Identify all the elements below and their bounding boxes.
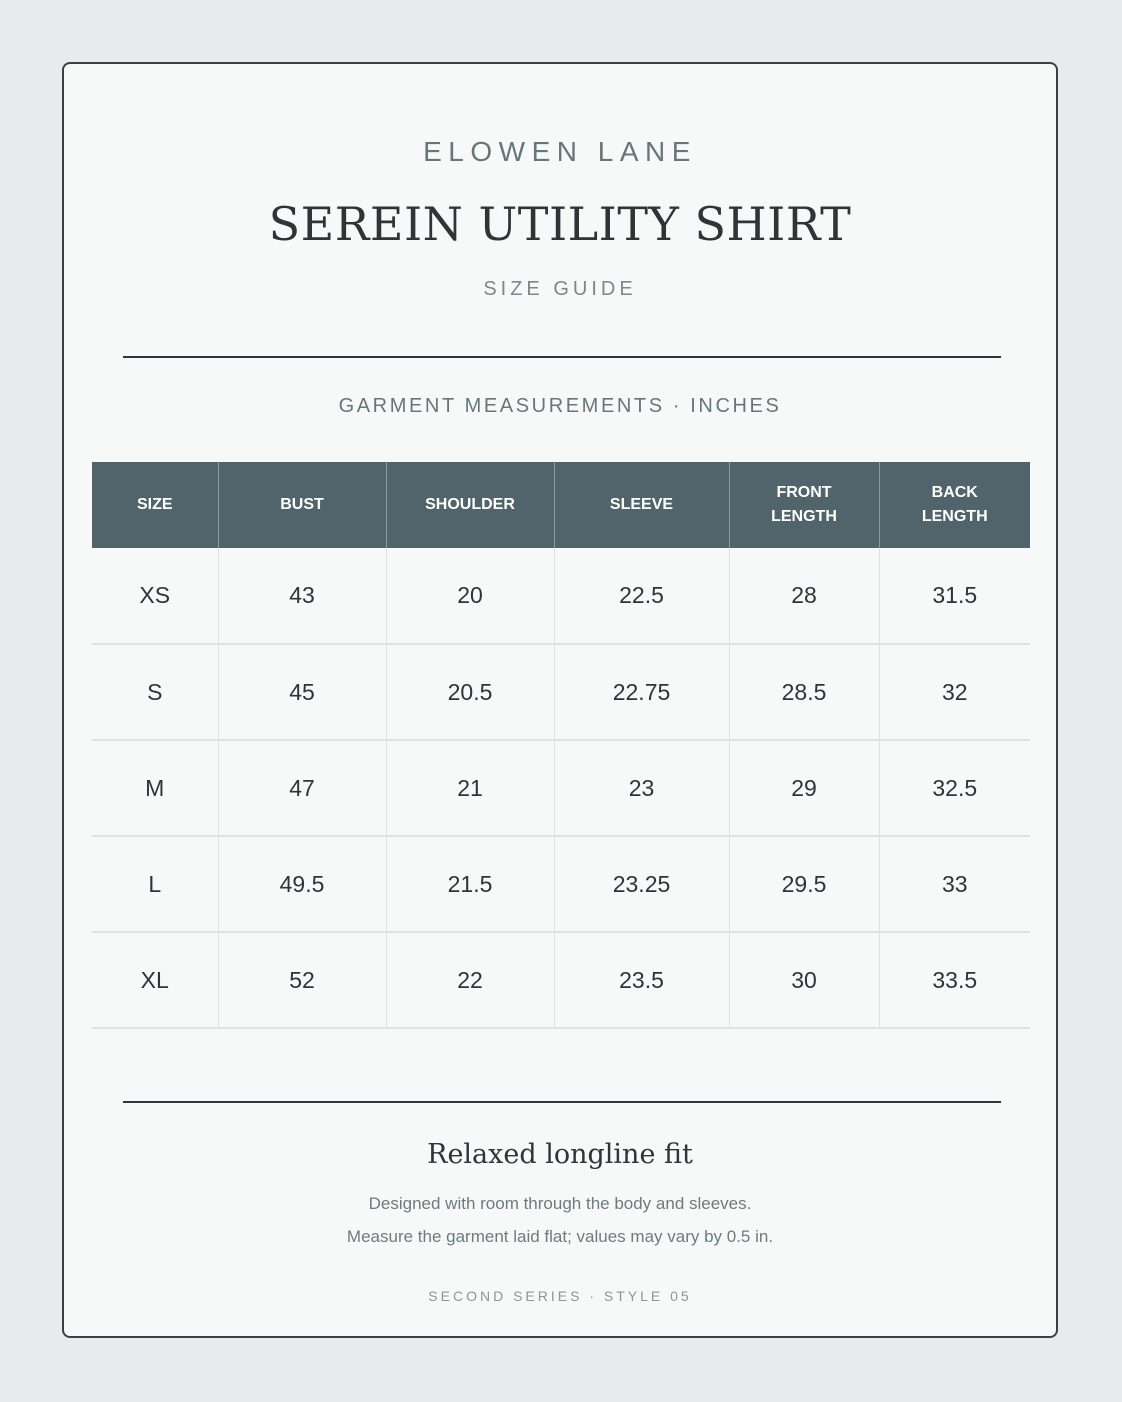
shoulder-cell: 21: [386, 740, 554, 836]
table-row: [92, 836, 1030, 932]
size-guide-card: [62, 62, 1058, 1338]
column-header-label: BUST: [280, 496, 324, 513]
bust-cell: 49.5: [218, 836, 386, 932]
back-length-cell: 32: [879, 644, 1030, 740]
front-length-cell: 29: [729, 740, 879, 836]
table-row: [92, 548, 1030, 644]
fit-note: Measure the garment laid flat; values may vary by 0.5 in.: [346, 1227, 774, 1246]
sleeve-cell: 22.75: [554, 644, 729, 740]
fit-title: Relaxed longline fit: [427, 1139, 693, 1170]
bust-cell: 52: [218, 932, 386, 1028]
top-divider: [123, 356, 1001, 358]
back-length-cell: 31.5: [879, 548, 1030, 644]
shoulder-cell: 20.5: [386, 644, 554, 740]
column-header-label: FRONT: [776, 484, 832, 501]
sleeve-cell: 23.5: [554, 932, 729, 1028]
bust-cell: 47: [218, 740, 386, 836]
column-header-label: SHOULDER: [425, 496, 515, 513]
measurements-caption: GARMENT MEASUREMENTS · INCHES: [338, 395, 782, 417]
shoulder-cell: 20: [386, 548, 554, 644]
size-table: [92, 462, 1030, 1029]
column-header-label: SIZE: [136, 496, 173, 513]
sleeve-cell: 23.25: [554, 836, 729, 932]
front-length-cell: 28: [729, 548, 879, 644]
column-header-label: SLEEVE: [609, 496, 674, 513]
size-cell: XS: [92, 548, 218, 644]
fit-note: Designed with room through the body and sleeves.: [368, 1194, 752, 1213]
table-row: [92, 932, 1030, 1028]
bust-cell: 43: [218, 548, 386, 644]
front-length-cell: 28.5: [729, 644, 879, 740]
size-cell: S: [92, 644, 218, 740]
column-header-label: LENGTH: [771, 508, 837, 525]
product-title: SEREIN UTILITY SHIRT: [268, 197, 852, 251]
front-length-cell: 30: [729, 932, 879, 1028]
size-cell: L: [92, 836, 218, 932]
column-header-front-length: [729, 462, 879, 548]
shoulder-cell: 22: [386, 932, 554, 1028]
column-header-label: LENGTH: [921, 508, 988, 525]
column-header-sleeve: [554, 462, 729, 548]
series-footer: SECOND SERIES · STYLE 05: [428, 1288, 692, 1304]
column-header-label: BACK: [931, 484, 978, 501]
bust-cell: 45: [218, 644, 386, 740]
sleeve-cell: 22.5: [554, 548, 729, 644]
column-header-shoulder: [386, 462, 554, 548]
column-header-back-length: [879, 462, 1030, 548]
table-row: [92, 644, 1030, 740]
brand-name: ELOWEN LANE: [423, 136, 697, 167]
bottom-divider: [123, 1101, 1001, 1103]
back-length-cell: 32.5: [879, 740, 1030, 836]
column-header-bust: [218, 462, 386, 548]
size-cell: M: [92, 740, 218, 836]
size-cell: XL: [92, 932, 218, 1028]
column-header-size: [92, 462, 218, 548]
front-length-cell: 29.5: [729, 836, 879, 932]
table-row: [92, 740, 1030, 836]
guide-subtitle: SIZE GUIDE: [483, 278, 637, 300]
shoulder-cell: 21.5: [386, 836, 554, 932]
sleeve-cell: 23: [554, 740, 729, 836]
back-length-cell: 33.5: [879, 932, 1030, 1028]
back-length-cell: 33: [879, 836, 1030, 932]
table-header-row: [92, 462, 1030, 548]
